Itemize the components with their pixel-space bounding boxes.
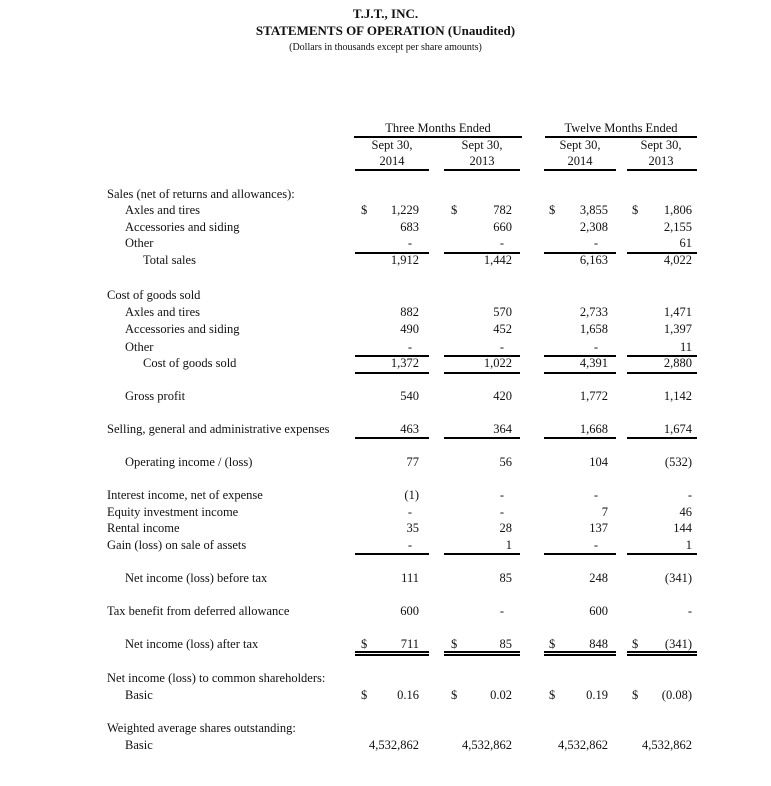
- value-cell: 848: [589, 637, 608, 651]
- column-header-year: 2014: [379, 154, 405, 168]
- column-header-date: Sept 30,: [461, 138, 503, 152]
- column-header-year: 2014: [567, 154, 593, 168]
- subtotal-line: [444, 553, 520, 555]
- value-cell: 364: [493, 422, 512, 436]
- column-header-date: Sept 30,: [559, 138, 601, 152]
- currency-symbol: $: [451, 688, 458, 702]
- column-header-4: [625, 137, 697, 169]
- value-cell: 85: [499, 571, 512, 585]
- subtotal-line: [444, 437, 520, 439]
- group-header-three-months: Three Months Ended: [385, 121, 491, 135]
- row-label: Accessories and siding: [125, 220, 240, 234]
- subtotal-line: [355, 437, 429, 439]
- value-cell: 28: [499, 521, 512, 535]
- value-cell: 1,658: [579, 322, 608, 336]
- double-underline: [355, 651, 429, 656]
- double-underline: [544, 651, 616, 656]
- sales-heading: Sales (net of returns and allowances):: [107, 187, 295, 201]
- value-cell: 104: [589, 455, 608, 469]
- double-underline: [444, 651, 520, 656]
- column-underline: [544, 169, 616, 171]
- value-cell: 1,142: [663, 389, 692, 403]
- company-name: T.J.T., INC.: [352, 6, 419, 21]
- statement-title: STATEMENTS OF OPERATION (Unaudited): [255, 23, 516, 38]
- total-line: [355, 372, 429, 374]
- value-cell: 490: [400, 322, 419, 336]
- column-header-year: 2013: [648, 154, 674, 168]
- value-cell: 11: [679, 340, 692, 354]
- value-cell: 4,532,862: [558, 738, 608, 752]
- value-cell: 137: [589, 521, 608, 535]
- currency-symbol: $: [361, 637, 368, 651]
- value-cell: -: [499, 236, 504, 250]
- subtotal-line: [544, 437, 616, 439]
- value-cell: 0.19: [586, 688, 608, 702]
- currency-symbol: $: [632, 203, 639, 217]
- row-label: Interest income, net of expense: [107, 488, 263, 502]
- value-cell: 2,308: [579, 220, 608, 234]
- value-cell: 1,471: [663, 305, 692, 319]
- column-underline: [444, 169, 520, 171]
- column-underline: [355, 169, 429, 171]
- column-header-date: Sept 30,: [371, 138, 413, 152]
- value-cell: -: [593, 340, 598, 354]
- total-label: Total sales: [143, 253, 196, 267]
- value-cell: 782: [493, 203, 512, 217]
- value-cell: 600: [400, 604, 419, 618]
- value-cell: 1: [685, 538, 692, 552]
- row-label: Other: [125, 340, 154, 354]
- value-cell: 61: [679, 236, 692, 250]
- value-cell: 3,855: [579, 203, 608, 217]
- value-cell: 0.02: [490, 688, 512, 702]
- column-header-2: [444, 137, 520, 169]
- value-cell: 4,532,862: [462, 738, 512, 752]
- value-cell: (341): [664, 637, 692, 651]
- currency-symbol: $: [632, 637, 639, 651]
- value-cell: 35: [406, 521, 419, 535]
- value-cell: -: [593, 236, 598, 250]
- value-cell: -: [593, 538, 598, 552]
- column-header-year: 2013: [469, 154, 495, 168]
- value-cell: 1,229: [390, 203, 419, 217]
- value-cell: 248: [589, 571, 608, 585]
- eps-basic-label: Basic: [125, 688, 153, 702]
- column-header-3: [544, 137, 616, 169]
- total-line: [544, 372, 616, 374]
- value-cell: 2,733: [579, 305, 608, 319]
- total-cell: 1,912: [390, 253, 419, 267]
- value-cell: -: [687, 488, 692, 502]
- group-header-twelve-months: Twelve Months Ended: [564, 121, 678, 135]
- value-cell: -: [407, 538, 412, 552]
- row-label: Axles and tires: [125, 203, 200, 217]
- value-cell: 1,806: [663, 203, 692, 217]
- row-label: Accessories and siding: [125, 322, 240, 336]
- value-cell: 1,772: [579, 389, 608, 403]
- currency-symbol: $: [549, 688, 556, 702]
- value-cell: 1,397: [663, 322, 692, 336]
- net-after-tax-label: Net income (loss) after tax: [125, 637, 259, 651]
- value-cell: 1: [505, 538, 512, 552]
- total-cell: 1,022: [483, 356, 512, 370]
- value-cell: -: [687, 604, 692, 618]
- value-cell: 111: [401, 571, 419, 585]
- value-cell: -: [407, 505, 412, 519]
- value-cell: 540: [400, 389, 419, 403]
- value-cell: (532): [664, 455, 692, 469]
- value-cell: 144: [673, 521, 692, 535]
- value-cell: 85: [499, 637, 512, 651]
- value-cell: 420: [493, 389, 512, 403]
- total-cell: 6,163: [579, 253, 608, 267]
- value-cell: 2,155: [663, 220, 692, 234]
- value-cell: 4,532,862: [642, 738, 692, 752]
- currency-symbol: $: [361, 203, 368, 217]
- value-cell: 882: [400, 305, 419, 319]
- value-cell: 452: [493, 322, 512, 336]
- value-cell: 77: [406, 455, 419, 469]
- currency-symbol: $: [451, 637, 458, 651]
- value-cell: 570: [493, 305, 512, 319]
- value-cell: 1,674: [663, 422, 692, 436]
- value-cell: 683: [400, 220, 419, 234]
- cogs-heading: Cost of goods sold: [107, 288, 201, 302]
- value-cell: -: [499, 340, 504, 354]
- eps-heading: Net income (loss) to common shareholders:: [107, 671, 326, 685]
- value-cell: 1,668: [579, 422, 608, 436]
- value-cell: 660: [493, 220, 512, 234]
- total-cell: 4,022: [663, 253, 692, 267]
- currency-symbol: $: [549, 637, 556, 651]
- value-cell: (341): [664, 571, 692, 585]
- total-cell: 4,391: [579, 356, 608, 370]
- shares-basic-label: Basic: [125, 738, 153, 752]
- value-cell: -: [499, 488, 504, 502]
- total-cell: 2,880: [663, 356, 692, 370]
- value-cell: 600: [589, 604, 608, 618]
- column-underline: [627, 169, 697, 171]
- total-line: [444, 372, 520, 374]
- column-header-1: [355, 137, 429, 169]
- total-cell: 1,442: [483, 253, 512, 267]
- column-header-date: Sept 30,: [640, 138, 682, 152]
- value-cell: 7: [601, 505, 608, 519]
- value-cell: 4,532,862: [369, 738, 419, 752]
- currency-symbol: $: [361, 688, 368, 702]
- row-label: Other: [125, 236, 154, 250]
- total-cell: 1,372: [390, 356, 419, 370]
- row-label: Rental income: [107, 521, 180, 535]
- value-cell: -: [407, 340, 412, 354]
- value-cell: 0.16: [397, 688, 419, 702]
- value-cell: -: [499, 505, 504, 519]
- net-before-tax-label: Net income (loss) before tax: [125, 571, 268, 585]
- subtotal-line: [355, 553, 429, 555]
- tax-benefit-label: Tax benefit from deferred allowance: [107, 604, 290, 618]
- currency-symbol: $: [549, 203, 556, 217]
- statement-note: (Dollars in thousands except per share amounts): [289, 42, 482, 53]
- row-label: Equity investment income: [107, 505, 239, 519]
- value-cell: (1): [404, 488, 419, 502]
- gross-profit-label: Gross profit: [125, 389, 186, 403]
- row-label: Axles and tires: [125, 305, 200, 319]
- subtotal-line: [627, 437, 697, 439]
- value-cell: -: [499, 604, 504, 618]
- value-cell: 711: [400, 637, 419, 651]
- value-cell: 463: [400, 422, 419, 436]
- value-cell: 46: [679, 505, 692, 519]
- value-cell: -: [407, 236, 412, 250]
- currency-symbol: $: [632, 688, 639, 702]
- shares-heading: Weighted average shares outstanding:: [107, 721, 296, 735]
- total-label: Cost of goods sold: [143, 356, 237, 370]
- subtotal-line: [627, 553, 697, 555]
- subtotal-line: [544, 553, 616, 555]
- value-cell: (0.08): [661, 688, 692, 702]
- sga-label: Selling, general and administrative expenses: [107, 422, 330, 436]
- row-label: Gain (loss) on sale of assets: [107, 538, 247, 552]
- value-cell: -: [593, 488, 598, 502]
- double-underline: [627, 651, 697, 656]
- total-line: [627, 372, 697, 374]
- currency-symbol: $: [451, 203, 458, 217]
- value-cell: 56: [499, 455, 512, 469]
- operating-income-label: Operating income / (loss): [125, 455, 253, 469]
